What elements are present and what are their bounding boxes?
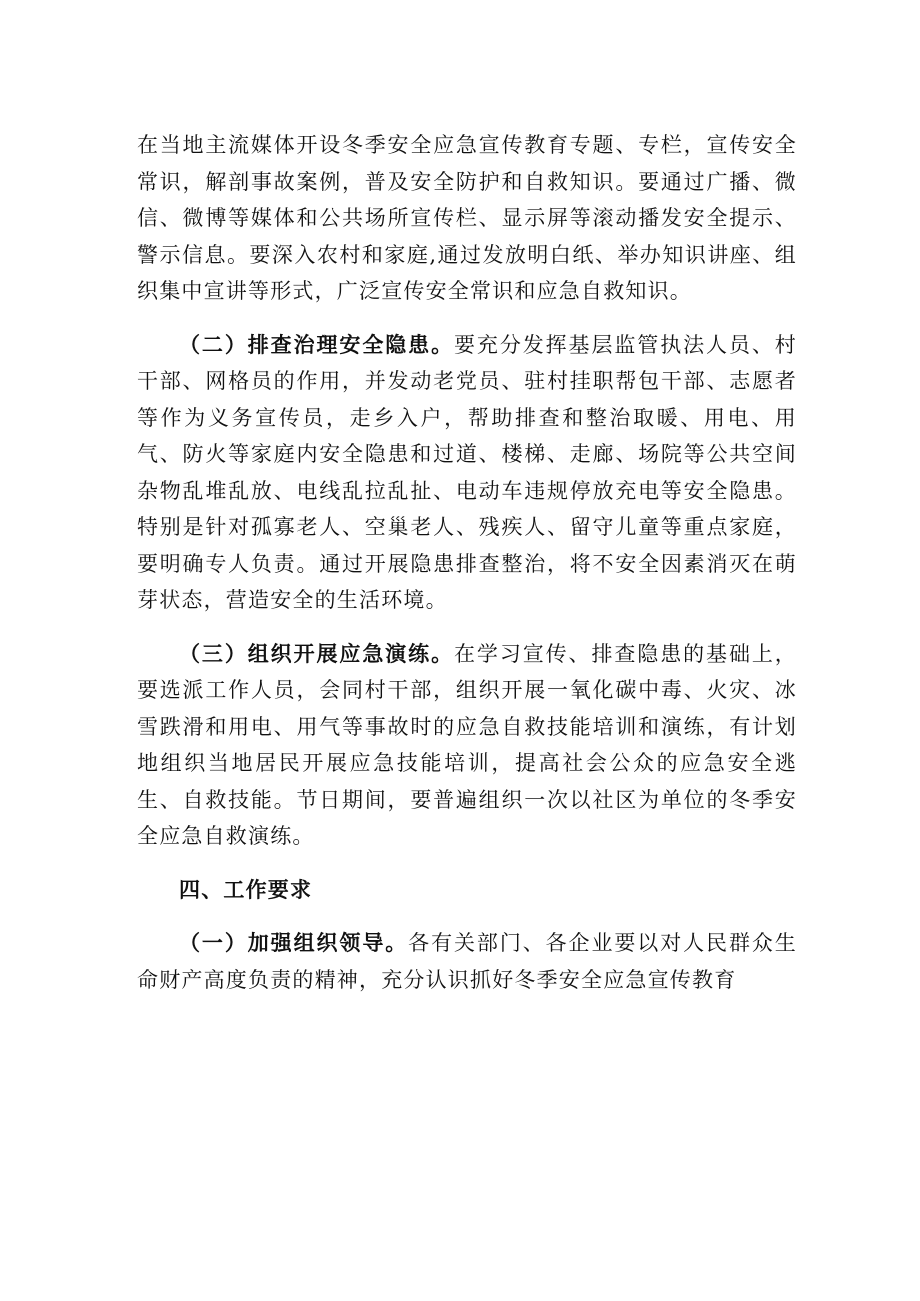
paragraph-publicity-continued xyxy=(137,127,797,310)
section-heading-work-requirements: 四、工作要求 xyxy=(179,877,313,902)
paragraph-text: 在学习宣传、排查隐患的基础上，要选派工作人员，会同村干部，组织开展一氧化碳中毒、火灾、冰雪跌滑和用电、用气等事故时的应急自救技能培训和演练，有计划地组织当地居民开展应急技能培训，提高社会公众的应急安全逃生、自救技能。节日期间，要普遍组织一次以社区为单位的冬季安全应急自救演练。 xyxy=(137,641,797,848)
paragraph-organization-leadership xyxy=(137,925,797,998)
paragraph-emergency-drill xyxy=(137,636,797,855)
paragraph-lead-heading: （二）排查治理安全隐患。 xyxy=(179,332,454,357)
paragraph-text: 要充分发挥基层监管执法人员、村干部、网格员的作用，并发动老党员、驻村挂职帮包干部、志愿者等作为义务宣传员，走乡入户，帮助排查和整治取暖、用电、用气、防火等家庭内安全隐患和过道、楼梯、走廊、场院等公共空间杂物乱堆乱放、电线乱拉乱扯、电动车违规停放充电等安全隐患。特别是针对孤寡老人、空巢老人、残疾人、留守儿童等重点家庭，要明确专人负责。通过开展隐患排查整治，将不安全因素消灭在萌芽状态，营造安全的生活环境。 xyxy=(137,332,797,612)
document-body xyxy=(137,127,797,998)
paragraph-hazard-inspection xyxy=(137,327,797,619)
paragraph-text: 各有关部门、各企业要以对人民群众生命财产高度负责的精神，充分认识抓好冬季安全应急宣传教育 xyxy=(137,931,797,992)
paragraph-lead-heading: （一）加强组织领导。 xyxy=(179,931,409,955)
paragraph-text: 在当地主流媒体开设冬季安全应急宣传教育专题、专栏，宣传安全常识，解剖事故案例，普及安全防护和自救知识。要通过广播、微信、微博等媒体和公共场所宣传栏、显示屏等滚动播发安全提示、警示信息。要深入农村和家庭,通过发放明白纸、举办知识讲座、组织集中宣讲等形式，广泛宣传安全常识和应急自救知识。 xyxy=(137,133,797,303)
paragraph-lead-heading: （三）组织开展应急演练。 xyxy=(179,641,454,666)
